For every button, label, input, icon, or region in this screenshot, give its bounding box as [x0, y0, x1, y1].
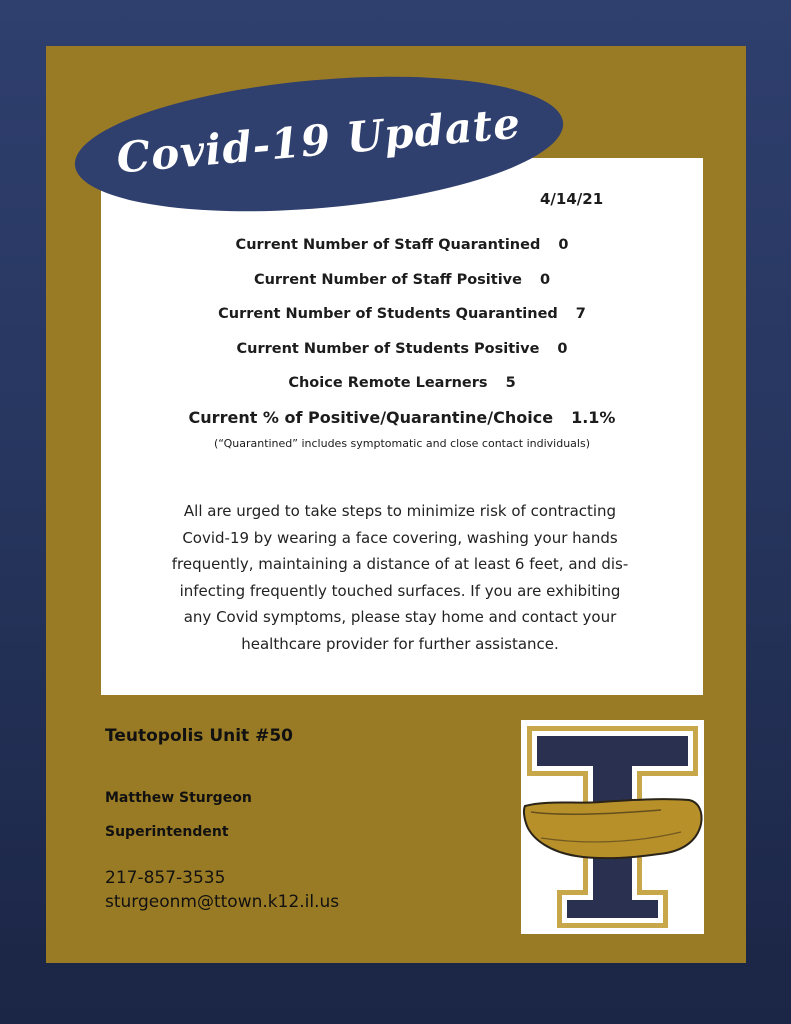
- quarantine-note: (“Quarantined” includes symptomatic and close contact individuals): [213, 437, 590, 450]
- stat-label: Current % of Positive/Quarantine/Choice: [188, 407, 554, 427]
- paragraph-line: frequently, maintaining a distance of at least 6 feet, and dis-: [171, 555, 629, 573]
- stat-label: Current Number of Students Quarantined: [218, 306, 558, 322]
- stat-value: 0: [539, 271, 551, 288]
- stat-row: [101, 368, 703, 403]
- stat-value: 0: [558, 237, 569, 253]
- stat-row: [101, 403, 703, 438]
- paragraph-line: infecting frequently touched surfaces. If you are exhibiting: [179, 581, 621, 600]
- guidance-paragraph: [150, 498, 650, 657]
- stat-label: Current Number of Staff Positive: [253, 271, 522, 288]
- paragraph-line: healthcare provider for further assistance.: [241, 634, 559, 653]
- stat-value: 5: [505, 375, 516, 391]
- contact-email[interactable]: sturgeonm@ttown.k12.il.us: [105, 892, 340, 912]
- contact-name: Matthew Sturgeon: [105, 790, 252, 806]
- paragraph-line: Covid-19 by wearing a face covering, washing your hands: [182, 528, 618, 547]
- contact-role: Superintendent: [105, 824, 229, 840]
- contact-phone: 217-857-3535: [105, 868, 226, 888]
- stat-value: 7: [575, 306, 586, 322]
- stat-label: Choice Remote Learners: [288, 375, 488, 391]
- page-title: Covid-19 Update: [114, 97, 523, 183]
- stat-row: [101, 299, 703, 334]
- paragraph-line: any Covid symptoms, please stay home and contact your: [183, 608, 617, 626]
- date-label: 4/14/21: [540, 190, 604, 208]
- stat-row: [101, 334, 703, 369]
- stat-label: Current Number of Staff Quarantined: [235, 237, 541, 253]
- paragraph-line: All are urged to take steps to minimize risk of contracting: [183, 502, 617, 520]
- stat-row: [101, 230, 703, 265]
- stat-value: 0: [557, 340, 568, 357]
- stat-label: Current Number of Students Positive: [236, 340, 540, 357]
- organization-name: Teutopolis Unit #50: [105, 726, 293, 746]
- stats-list: [101, 230, 703, 437]
- t-wooden-shoe-logo-icon: [521, 720, 704, 934]
- stat-row: [101, 265, 703, 300]
- stat-value: 1.1%: [571, 407, 616, 427]
